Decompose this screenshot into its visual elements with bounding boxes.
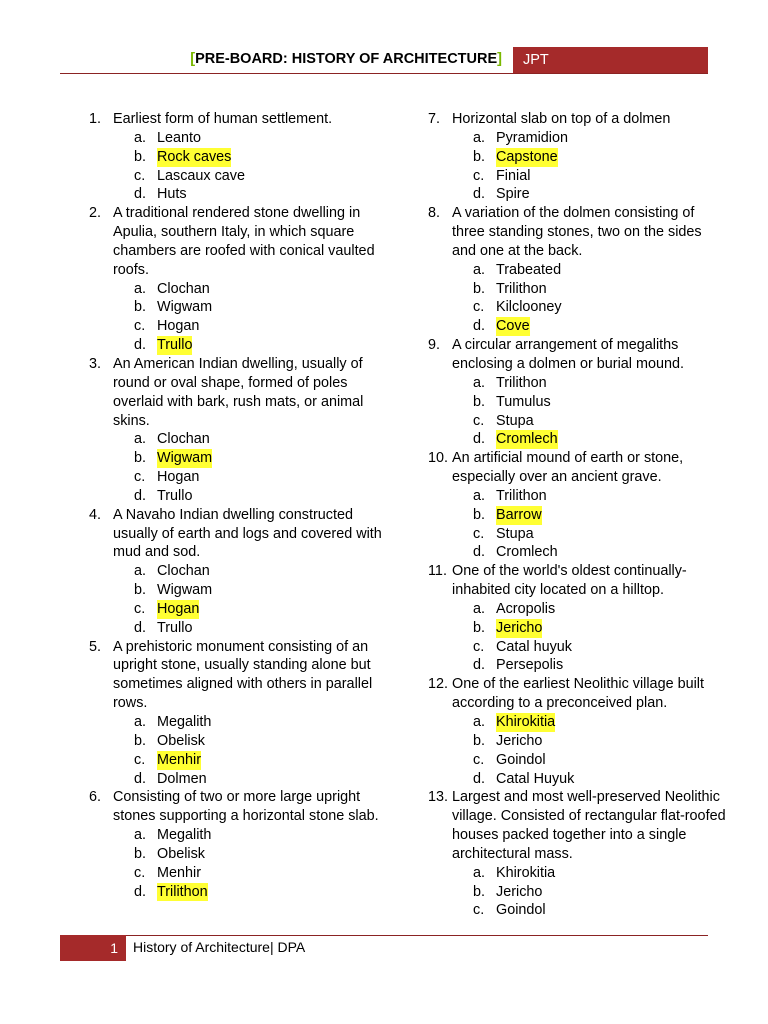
option-text: Cromlech xyxy=(496,431,558,448)
option-text: Trilithon xyxy=(496,280,547,297)
answer-option xyxy=(473,185,728,204)
question xyxy=(428,204,728,261)
option-text: Rock caves xyxy=(157,148,232,165)
option-text: Tumulus xyxy=(496,393,551,410)
answer-option xyxy=(473,732,728,751)
option-letter: b. xyxy=(473,883,486,900)
option-letter: c. xyxy=(134,167,146,184)
answer-option xyxy=(473,393,728,412)
question-text: An artificial mound of earth or stone, especially over an ancient grave. xyxy=(452,450,684,486)
option-text: Clochan xyxy=(157,431,210,448)
question-text: A traditional rendered stone dwelling in Apulia, southern Italy, in which square chambers are roofed with conical vaulted roofs. xyxy=(113,205,375,278)
option-text: Pyramidion xyxy=(496,129,568,146)
option-letter: a. xyxy=(473,374,486,391)
header-title xyxy=(190,51,502,67)
option-text: Goindol xyxy=(496,902,546,919)
question-number: 10. xyxy=(428,450,449,467)
option-text: Clochan xyxy=(157,280,210,297)
answer-option xyxy=(473,280,728,299)
option-letter: a. xyxy=(473,864,486,881)
question xyxy=(89,506,389,563)
question xyxy=(89,204,389,279)
answer-option xyxy=(473,525,728,544)
question-number: 8. xyxy=(428,205,441,222)
option-letter: d. xyxy=(134,337,147,354)
option-text: Trilithon xyxy=(157,883,208,900)
question xyxy=(428,336,728,374)
option-text: Barrow xyxy=(496,506,542,523)
question-number: 13. xyxy=(428,789,449,806)
option-text: Acropolis xyxy=(496,600,556,617)
answer-option-correct xyxy=(473,430,728,449)
option-letter: d. xyxy=(134,883,147,900)
option-text: Cove xyxy=(496,318,530,335)
option-letter: c. xyxy=(473,638,485,655)
question-text: One of the world's oldest continually-inhabited city located on a hilltop. xyxy=(452,563,687,599)
option-text: Capstone xyxy=(496,148,558,165)
question xyxy=(89,110,389,129)
answer-option xyxy=(473,770,728,789)
answer-option xyxy=(473,901,728,920)
option-letter: b. xyxy=(473,280,486,297)
answer-option xyxy=(134,317,389,336)
option-text: Hogan xyxy=(157,318,200,335)
option-text: Trilithon xyxy=(496,487,547,504)
answer-option xyxy=(134,430,389,449)
answer-option xyxy=(134,129,389,148)
option-letter: d. xyxy=(473,544,486,561)
option-letter: a. xyxy=(134,129,147,146)
option-letter: d. xyxy=(134,186,147,203)
answer-option xyxy=(134,826,389,845)
option-letter: b. xyxy=(134,732,147,749)
header-title-text: PRE-BOARD: HISTORY OF ARCHITECTURE xyxy=(195,51,498,67)
answer-option xyxy=(134,468,389,487)
option-letter: a. xyxy=(473,261,486,278)
option-text: Wigwam xyxy=(157,450,213,467)
answer-option-correct xyxy=(473,619,728,638)
answer-option xyxy=(473,543,728,562)
option-text: Wigwam xyxy=(157,582,213,599)
option-letter: c. xyxy=(473,299,485,316)
question-number: 2. xyxy=(89,205,102,222)
option-letter: d. xyxy=(134,619,147,636)
question-number: 6. xyxy=(89,789,102,806)
option-letter: c. xyxy=(134,469,146,486)
option-letter: a. xyxy=(134,431,147,448)
question xyxy=(428,675,728,713)
question-text: A variation of the dolmen consisting of three standing stones, two on the sides and one at the back. xyxy=(452,205,702,259)
question-text: A circular arrangement of megaliths enclosing a dolmen or burial mound. xyxy=(452,337,684,372)
option-letter: c. xyxy=(134,751,146,768)
answer-option xyxy=(134,185,389,204)
option-letter: c. xyxy=(134,864,146,881)
option-letter: a. xyxy=(473,487,486,504)
option-text: Jericho xyxy=(496,619,543,636)
question-number: 9. xyxy=(428,337,441,354)
option-letter: c. xyxy=(134,318,146,335)
question-text: One of the earliest Neolithic village built according to a preconceived plan. xyxy=(452,676,704,712)
header-bracket-open: [ xyxy=(190,51,196,67)
option-letter: a. xyxy=(473,714,486,730)
answer-option-correct xyxy=(134,336,389,355)
option-text: Stupa xyxy=(496,525,534,542)
answer-option-correct xyxy=(134,600,389,619)
option-text: Trullo xyxy=(157,619,193,636)
option-letter: b. xyxy=(473,148,486,165)
option-letter: b. xyxy=(134,299,147,316)
option-text: Trilithon xyxy=(496,374,547,391)
question xyxy=(428,562,728,600)
answer-option xyxy=(473,751,728,770)
option-text: Goindol xyxy=(496,751,546,768)
option-letter: d. xyxy=(134,487,147,504)
question xyxy=(89,788,389,826)
option-text: Khirokitia xyxy=(496,864,556,881)
question-text: A Navaho Indian dwelling constructed usually of earth and logs and covered with mud and sod. xyxy=(113,506,382,561)
answer-option xyxy=(134,298,389,317)
option-text: Dolmen xyxy=(157,770,207,787)
question-text: Largest and most well-preserved Neolithic village. Consisted of rectangular flat-roofed houses packed together into a single architectural mass. xyxy=(452,789,726,862)
page-header xyxy=(60,47,708,74)
header-tag: JPT xyxy=(513,47,708,74)
answer-option xyxy=(473,412,728,431)
option-letter: a. xyxy=(473,129,486,146)
question-text: Horizontal slab on top of a dolmen xyxy=(452,111,671,127)
option-text: Megalith xyxy=(157,714,212,730)
answer-option xyxy=(473,129,728,148)
option-letter: b. xyxy=(473,732,486,749)
option-text: Menhir xyxy=(157,751,201,768)
answer-option xyxy=(473,487,728,506)
option-letter: c. xyxy=(473,751,485,768)
option-letter: d. xyxy=(473,770,486,787)
option-text: Huts xyxy=(157,186,187,203)
answer-option xyxy=(134,280,389,299)
option-letter: b. xyxy=(473,506,486,523)
option-text: Persepolis xyxy=(496,657,564,674)
answer-option xyxy=(473,167,728,186)
question xyxy=(428,110,728,129)
question-number: 12. xyxy=(428,676,449,693)
option-letter: b. xyxy=(134,582,147,599)
option-text: Jericho xyxy=(496,883,543,900)
answer-option xyxy=(134,619,389,638)
answer-option-correct xyxy=(134,751,389,770)
option-letter: a. xyxy=(473,600,486,617)
option-text: Finial xyxy=(496,167,531,184)
option-text: Menhir xyxy=(157,864,201,881)
option-text: Trullo xyxy=(157,337,193,354)
page-number: 1 xyxy=(60,935,126,961)
option-text: Wigwam xyxy=(157,299,213,316)
answer-option xyxy=(473,864,728,883)
answer-option-correct xyxy=(473,506,728,525)
option-letter: d. xyxy=(473,431,486,448)
option-text: Khirokitia xyxy=(496,714,556,730)
option-text: Catal Huyuk xyxy=(496,770,575,787)
answer-option xyxy=(134,770,389,789)
answer-option xyxy=(134,562,389,581)
answer-option-correct xyxy=(473,148,728,167)
answer-option xyxy=(473,261,728,280)
answer-option-correct xyxy=(473,317,728,336)
option-letter: b. xyxy=(134,845,147,862)
left-column xyxy=(89,110,389,901)
option-text: Lascaux cave xyxy=(157,167,245,184)
question xyxy=(428,449,728,487)
answer-option-correct xyxy=(134,883,389,902)
footer-rule xyxy=(60,935,708,936)
question-number: 7. xyxy=(428,111,441,127)
answer-option-correct xyxy=(473,713,728,732)
answer-option xyxy=(473,600,728,619)
option-text: Megalith xyxy=(157,827,212,844)
option-text: Hogan xyxy=(157,469,200,486)
header-rule xyxy=(60,73,708,74)
option-letter: a. xyxy=(134,827,147,844)
answer-option xyxy=(134,713,389,732)
answer-option xyxy=(473,656,728,675)
question-number: 4. xyxy=(89,506,102,523)
answer-option xyxy=(473,883,728,902)
option-letter: c. xyxy=(134,600,146,617)
option-text: Leanto xyxy=(157,129,202,146)
header-bracket-close: ] xyxy=(497,51,502,67)
option-letter: b. xyxy=(134,450,147,467)
option-text: Stupa xyxy=(496,412,534,429)
option-text: Clochan xyxy=(157,563,210,580)
question-number: 5. xyxy=(89,638,102,655)
question xyxy=(428,788,728,863)
option-letter: c. xyxy=(473,902,485,919)
question-text: Consisting of two or more large upright stones supporting a horizontal stone slab. xyxy=(113,789,379,825)
footer-text: History of Architecture| DPA xyxy=(133,939,306,955)
answer-option xyxy=(473,298,728,317)
option-letter: b. xyxy=(473,393,486,410)
question-number: 1. xyxy=(89,111,102,127)
option-letter: a. xyxy=(134,563,147,580)
answer-option-correct xyxy=(134,449,389,468)
option-text: Kilclooney xyxy=(496,299,562,316)
option-letter: d. xyxy=(473,186,486,203)
answer-option-correct xyxy=(134,148,389,167)
question-number: 3. xyxy=(89,355,102,372)
option-letter: b. xyxy=(134,148,147,165)
answer-option xyxy=(134,845,389,864)
question-text: Earliest form of human settlement. xyxy=(113,111,333,127)
option-text: Spire xyxy=(496,186,530,203)
question-text: A prehistoric monument consisting of an upright stone, usually standing alone but sometimes aligned with others in parallel rows. xyxy=(113,638,373,712)
answer-option xyxy=(134,864,389,883)
option-text: Trabeated xyxy=(496,261,562,278)
answer-option xyxy=(473,638,728,657)
option-letter: d. xyxy=(134,770,147,787)
answer-option xyxy=(134,167,389,186)
question xyxy=(89,355,389,430)
page-footer xyxy=(60,935,708,961)
answer-option xyxy=(473,374,728,393)
answer-option xyxy=(134,581,389,600)
option-letter: c. xyxy=(473,167,485,184)
answer-option xyxy=(134,732,389,751)
option-text: Obelisk xyxy=(157,732,205,749)
option-text: Jericho xyxy=(496,732,543,749)
option-letter: b. xyxy=(473,619,486,636)
option-letter: c. xyxy=(473,412,485,429)
question xyxy=(89,638,389,713)
option-text: Hogan xyxy=(157,600,200,617)
answer-option xyxy=(134,487,389,506)
option-letter: d. xyxy=(473,657,486,674)
option-text: Trullo xyxy=(157,487,193,504)
question-text: An American Indian dwelling, usually of round or oval shape, formed of poles overlaid with bark, rush mats, or animal skins. xyxy=(113,355,364,429)
right-column xyxy=(428,110,728,920)
option-letter: c. xyxy=(473,525,485,542)
option-letter: a. xyxy=(134,280,147,297)
question-number: 11. xyxy=(428,563,447,580)
option-letter: a. xyxy=(134,714,147,730)
option-text: Catal huyuk xyxy=(496,638,572,655)
option-letter: d. xyxy=(473,318,486,335)
option-text: Obelisk xyxy=(157,845,205,862)
option-text: Cromlech xyxy=(496,544,558,561)
